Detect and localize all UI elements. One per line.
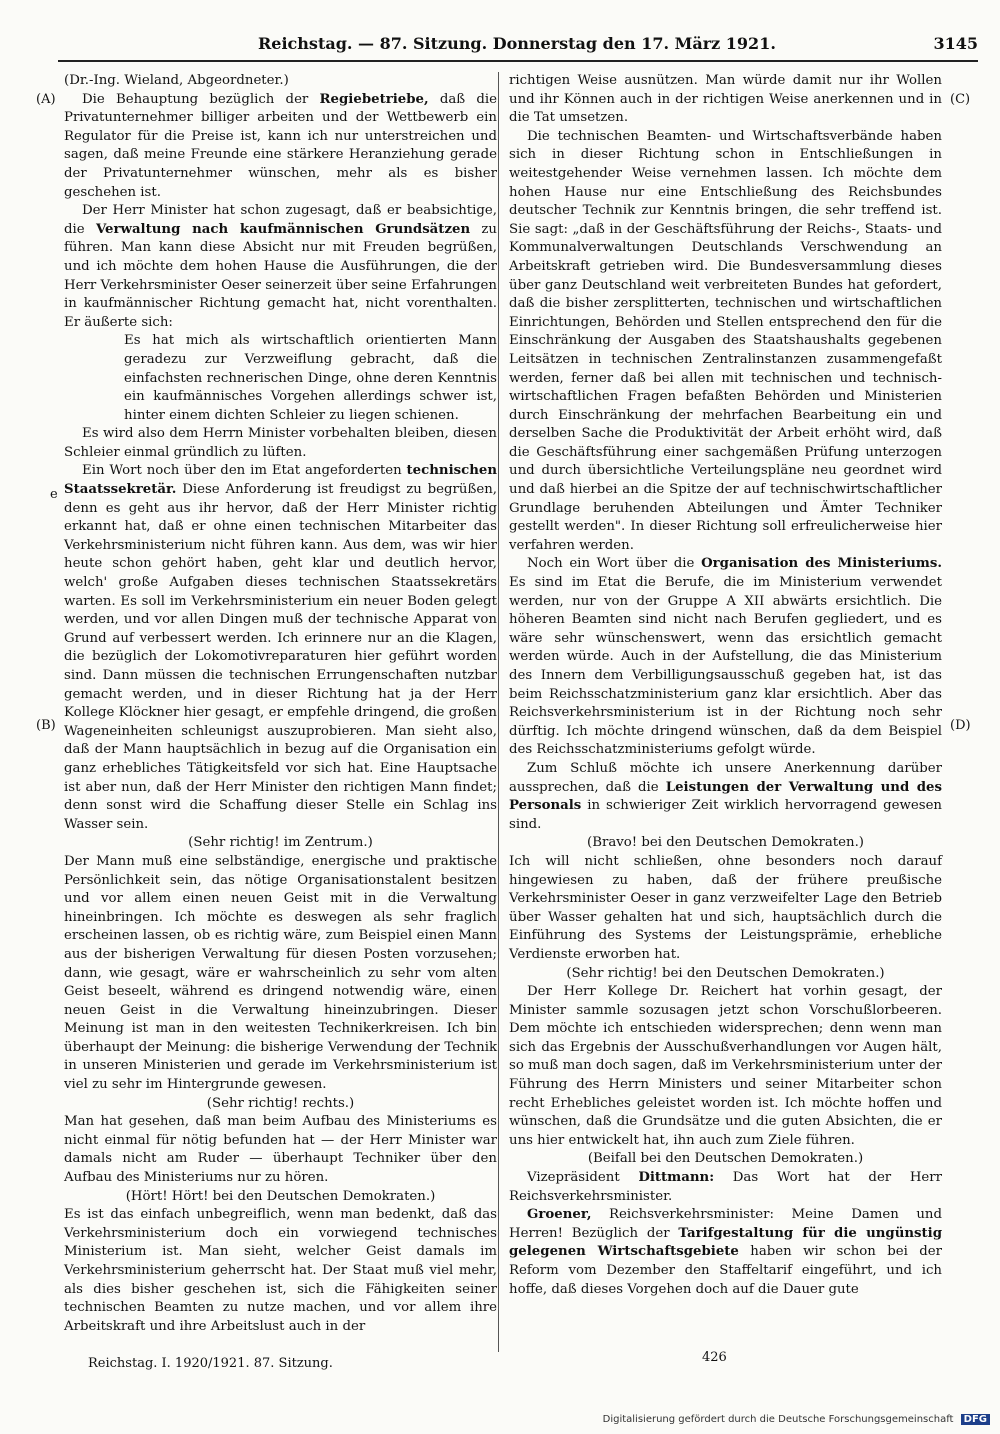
margin-marker-c: (C): [950, 92, 971, 107]
margin-marker-e: e: [50, 487, 58, 502]
text: Vizepräsident: [527, 1170, 639, 1186]
dfg-logo: DFG: [961, 1414, 990, 1425]
text: daß die Privatunternehmer billiger arbeiten und der Wettbewerb ein Regulator für die Preise ist, kann ich nur unterstreichen und sagen, daß meine Freunde eine stärkere Heranziehung gerade der Privatunternehmer wünschen, mehr als es bisher geschehen ist.: [64, 91, 497, 200]
text: Noch ein Wort über die: [527, 556, 702, 572]
text: Reichsverkehrsminister: Meine Damen und Herren! Bezüglich der: [509, 1207, 942, 1241]
text: Es sind im Etat die Berufe, die im Ministerium verwendet werden, nur von der Gruppe A XII abwärts ersichtlich. Die höheren Beamten sind nicht nach Berufen gegliedert, und es wäre sehr wünschenswert, wenn das ersichtlich gemacht werden würde. Auch in der Aufstellung, die das Ministerium des Innern dem Verbilligungsausschuß gegeben hat, ist das beim Reichsschatzministerium ganz klar ersichtlich. Aber das Reichsverkehrsministerium ist in der Richtung noch sehr dürftig. Ich möchte dringend wünschen, daß da dem Beispiel des Reichsschatzministeriums gefolgt würde.: [509, 575, 942, 758]
paragraph: [509, 555, 942, 760]
bold-term: Verwaltung nach kaufmännischen Grundsätzen: [95, 221, 471, 237]
margin-marker-a: (A): [36, 92, 56, 107]
credit-text: Digitalisierung gefördert durch die Deutsche Forschungsgemeinschaft: [602, 1414, 954, 1425]
footer-left: Reichstag. I. 1920/1921. 87. Sitzung.: [88, 1356, 333, 1371]
interjection: (Beifall bei den Deutschen Demokraten.): [587, 1151, 864, 1167]
interjection: (Sehr richtig! bei den Deutschen Demokraten.): [566, 965, 885, 981]
quotation: Es hat mich als wirtschaftlich orientierten Mann geradezu zur Verzweiflung gebracht, daß die einfachsten rechnerischen Dinge, ohne deren Kenntnis ein kaufmännisches Vorgehen allerdings schwer ist, hinter einem dichten Schleier zu liegen schienen.: [124, 333, 497, 423]
paragraph: Es ist das einfach unbegreiflich, wenn man bedenkt, daß das Verkehrsministerium doch ein vorwiegend technisches Ministerium ist. Man sieht, welcher Geist damals im Verkehrsministerium geherrscht hat. Der Staat muß viel mehr, als dies bisher geschehen ist, sich die Fähigkeiten seiner technischen Beamten zu nutze machen, und vor allem ihre Arbeitskraft und ihre Arbeitslust auch in der: [64, 1207, 497, 1334]
speaker-name: Groener,: [527, 1207, 592, 1223]
interjection: (Sehr richtig! im Zentrum.): [188, 835, 373, 851]
bold-term: Leistungen der Verwaltung und des Personals: [509, 779, 942, 814]
bold-term: Organisation des Ministeriums.: [701, 556, 942, 572]
text: haben wir schon bei der Reform vom Dezember den Staffeltarif eingeführt, und ich hoffe, daß dieses Vorgehen doch auf die Dauer gute: [509, 1244, 942, 1297]
text: Zum Schluß möchte ich unsere Anerkennung darüber aussprechen, daß die: [509, 760, 942, 795]
paragraph: [509, 1206, 942, 1299]
text: zu führen. Man kann diese Absicht nur mit Freuden begrüßen, und ich möchte dem hohen Hause die Ausführungen, die der Herr Verkehrsminister Oeser seinerzeit über seine Erfahrungen in kaufmännischer Richtung gemacht hat, nicht vorenthalten. Er äußerte sich:: [64, 221, 497, 330]
paragraph: [64, 462, 497, 834]
page-header: [58, 34, 978, 62]
text: Das Wort hat der Herr Reichsverkehrsminister.: [509, 1170, 942, 1204]
header-title: Reichstag. — 87. Sitzung. Donnerstag den 17. März 1921.: [258, 34, 776, 53]
paragraph: richtigen Weise ausnützen. Man würde damit nur ihr Wollen und ihr Können auch in der richtigen Weise anerkennen und in die Tat umsetzen.: [509, 73, 942, 126]
bold-term: Regiebetriebe,: [319, 91, 429, 107]
footer-sheet-number: 426: [702, 1350, 727, 1365]
paragraph: Die technischen Beamten- und Wirtschaftsverbände haben sich in dieser Richtung schon in Entschließungen in weitestgehender Weise vernehmen lassen. Ich möchte dem hohen Hause nur eine Entschließung des Reichsbundes deutscher Technik zur Kenntnis bringen, die sehr treffend ist. Sie sagt: „daß in der Geschäftsführung der Reichs-, Staats- und Kommunalverwaltungen Deutschlands Verschwendung an Arbeitskraft getrieben wird. Die Bundesversammlung dieses über ganz Deutschland weit verbreiteten Bundes hat gefordert, daß die bisher zersplitterten, technischen und wirtschaftlichen Einrichtungen, Behörden und Stellen entsprechend den für die Einschränkung der Ausgaben des Staatshaushalts gegebenen Leitsätzen in technischen Zentralinstanzen zusammengefaßt werden, ferner daß bei allen mit technischen und technisch-wirtschaftlichen Fragen befaßten Behörden und Ministerien durch Einschränkung der mehrfachen Bearbeitung ein und derselben Sache die Produktivität der Arbeit erhöht wird, daß die Geschäftsführung einer sachgemäßen Prüfung unterzogen und durch übersichtliche Verteilungspläne neu geordnet wird und daß hierbei an die Spitze der auf technischwirtschaftlicher Grundlage beruhenden Abteilungen und Ämter Techniker gestellt werden". In dieser Richtung soll erfreulicherweise hier verfahren werden.: [509, 128, 942, 553]
column-divider: [498, 72, 499, 1352]
paragraph: Es wird also dem Herrn Minister vorbehalten bleiben, diesen Schleier einmal gründlich zu lüften.: [64, 426, 497, 460]
paragraph: [64, 91, 497, 203]
dfg-credit: [603, 1414, 990, 1425]
paragraph: Der Herr Kollege Dr. Reichert hat vorhin gesagt, der Minister sammle sozusagen jetzt schon Vorschußlorbeeren. Dem möchte ich entschieden widersprechen; denn wenn man sich das Ergebnis der Ausschußverhandlungen vor Augen hält, so muß man doch sagen, daß im Verkehrsministerium unter der Führung des Herrn Ministers und seiner Mitarbeiter schon recht Erhebliches geleistet worden ist. Ich möchte hoffen und wünschen, daß die Grundsätze und die guten Absichten, die er uns hier entwickelt hat, ihn auch zum Ziele führen.: [509, 984, 942, 1148]
page-number: 3145: [933, 34, 978, 53]
left-column: [64, 72, 497, 1336]
text: Diese Anforderung ist freudigst zu begrüßen, denn es geht aus ihr hervor, daß der Herr Minister richtig erkannt hat, daß er ohne einen technischen Mitarbeiter das Verkehrsministerium nicht führen kann. Aus dem, was wir hier heute schon gehört haben, geht klar und deutlich hervor, welch' große Aufgaben dieses technischen Staatssekretärs warten. Es soll im Verkehrsministerium ein neuer Boden gelegt werden, und vor allen Dingen muß der technische Apparat von Grund auf verbessert werden. Ich erinnere nur an die Klagen, die bezüglich der Lokomotivreparaturen hier geführt worden sind. Dann müssen die technischen Errungenschaften nutzbar gemacht werden, und in dieser Richtung hat ja der Herr Kollege Klöckner hier gesagt, er empfehle dringend, die großen Wageneinheiten schleunigst auszuprobieren. Man sieht also, daß der Mann hauptsächlich in bezug auf die Organisation ein ganz erhebliches Tätigkeitsfeld vor sich hat. Eine Hauptsache ist aber nun, daß der Herr Minister den richtigen Mann findet; denn sonst wird die Schaffung dieser Stelle ein Schlag ins Wasser sein.: [64, 482, 497, 832]
bold-term: technischen Staatssekretär.: [64, 463, 497, 498]
paragraph: Man hat gesehen, daß man beim Aufbau des Ministeriums es nicht einmal für nötig befunden hat — der Herr Minister war damals nicht am Ruder — überhaupt Techniker über den Aufbau des Ministeriums nur zu hören.: [64, 1114, 497, 1186]
text: Ein Wort noch über den im Etat angeforderten: [82, 463, 407, 479]
interjection: (Hört! Hört! bei den Deutschen Demokraten.): [125, 1188, 436, 1204]
text: in schwieriger Zeit wirklich hervorragend gewesen sind.: [509, 798, 942, 832]
margin-marker-b: (B): [36, 718, 56, 733]
paragraph: [509, 760, 942, 834]
bold-term: Tarifgestaltung für die ungünstig gelegenen Wirtschaftsgebiete: [509, 1225, 943, 1260]
right-column: [509, 72, 942, 1299]
text: Die Behauptung bezüglich der: [82, 91, 320, 107]
paragraph: [64, 202, 497, 332]
paragraph: [509, 1169, 942, 1206]
interjection: (Bravo! bei den Deutschen Demokraten.): [587, 835, 864, 851]
paragraph: Der Mann muß eine selbständige, energische und praktische Persönlichkeit sein, das nötige Organisationstalent besitzen und vor allem einen neuen Geist mit in die Verwaltung hineinbringen. Ich möchte es deswegen als sehr fraglich erscheinen lassen, ob es richtig wäre, zum Beispiel einen Mann aus der bisherigen Verwaltung für diesen Posten vorzusehen; dann, wie gesagt, wäre er wahrscheinlich zu sehr vom alten Geist beseelt, während es dringend notwendig wäre, einen neuen Geist in die Verwaltung hineinzubringen. Dieser Meinung ist man in den weitesten Technikerkreisen. Ich bin überhaupt der Meinung: die bisherige Verwendung der Technik in unseren Ministerien und gerade im Verkehrsministerium ist viel zu sehr im Hintergrunde gewesen.: [64, 853, 497, 1093]
text: Der Herr Minister hat schon zugesagt, daß er beabsichtige, die: [64, 203, 497, 237]
speaker-name: Dittmann:: [638, 1170, 715, 1186]
margin-marker-d: (D): [950, 718, 971, 733]
interjection: (Sehr richtig! rechts.): [206, 1095, 355, 1111]
paragraph: Ich will nicht schließen, ohne besonders noch darauf hingewiesen zu haben, daß der frühere preußische Verkehrsminister Oeser in ganz verzweifelter Lage den Betrieb über Wasser gehalten hat und sich, hauptsächlich durch die Einführung des Systems der Leistungsprämie, erhebliche Verdienste erworben hat.: [509, 853, 942, 962]
speaker-meta: (Dr.-Ing. Wieland, Abgeordneter.): [64, 73, 289, 88]
